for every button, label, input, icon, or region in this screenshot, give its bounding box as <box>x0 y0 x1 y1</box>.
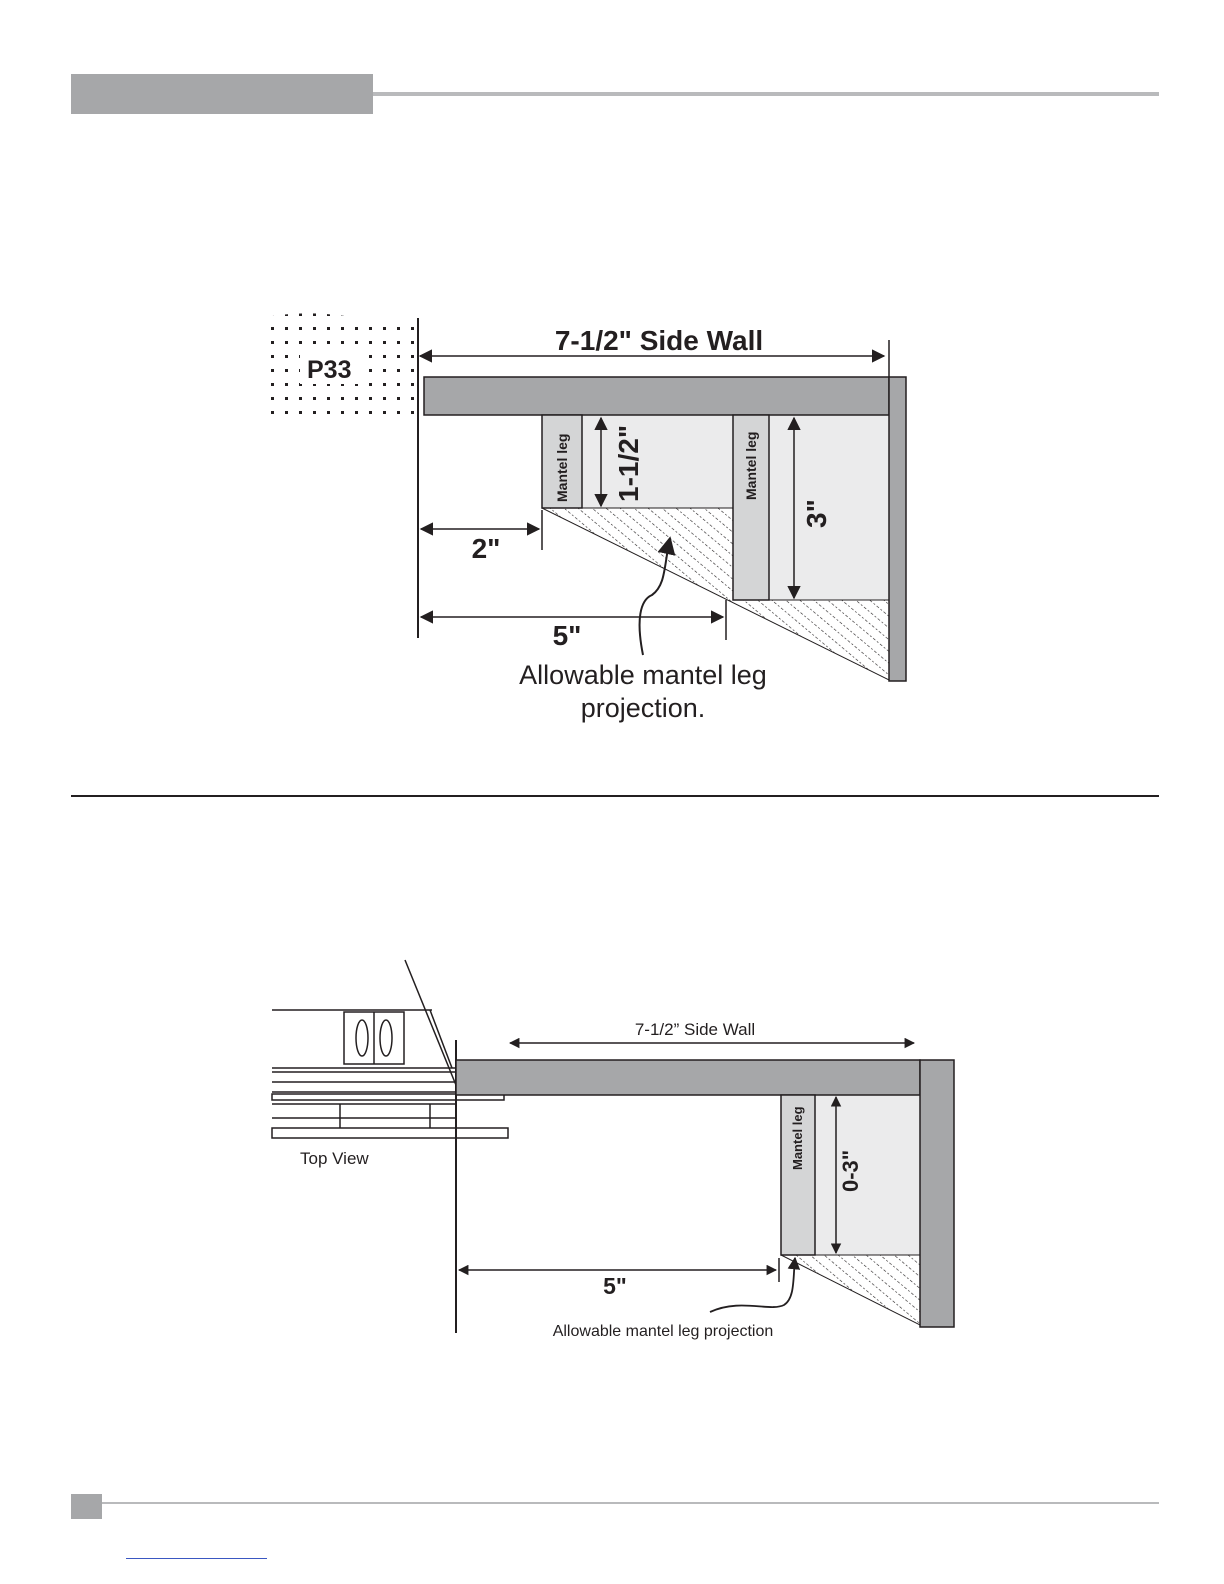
side-wall-dimension-label: 7-1/2" Side Wall <box>554 325 764 356</box>
footer-rule <box>102 1502 1159 1504</box>
two-inch-dimension-label: 2" <box>471 533 501 564</box>
callout-text-2: Allowable mantel leg projection <box>552 1323 774 1340</box>
callout-text-line1: Allowable mantel leg <box>519 660 767 690</box>
mantel-leg-label-1: Mantel leg <box>554 433 570 502</box>
figure-1-diagram <box>262 313 906 723</box>
side-wall-dimension-label-2: 7-1/2” Side Wall <box>634 1020 756 1039</box>
callout-text-line2: projection. <box>580 693 706 723</box>
side-wall-slab <box>424 377 889 415</box>
section-divider <box>71 795 1159 797</box>
fireplace-top-view <box>272 960 508 1138</box>
side-wall-slab-2 <box>456 1060 920 1095</box>
top-view-label: Top View <box>300 1149 369 1168</box>
side-wall-vertical-2 <box>920 1060 954 1327</box>
leg-depth-dimension-label: 0-3" <box>838 1149 863 1192</box>
five-inch-dimension-label: 5" <box>552 620 582 651</box>
long-leg-depth-label: 3" <box>801 499 832 528</box>
callout-pointer-2 <box>710 1258 795 1312</box>
mantel-leg-label: Mantel leg <box>790 1106 805 1170</box>
figure-2-diagram <box>272 960 954 1340</box>
footer-link-underline <box>126 1558 267 1559</box>
mantel-leg-label-2: Mantel leg <box>743 431 759 500</box>
appliance-label: P33 <box>307 356 352 384</box>
short-leg-depth-label: 1-1/2" <box>613 424 644 502</box>
five-inch-dimension-label-2: 5" <box>603 1273 627 1299</box>
footer-tab <box>71 1494 102 1519</box>
clearance-area-2 <box>815 1095 920 1255</box>
side-wall-vertical <box>889 377 906 681</box>
